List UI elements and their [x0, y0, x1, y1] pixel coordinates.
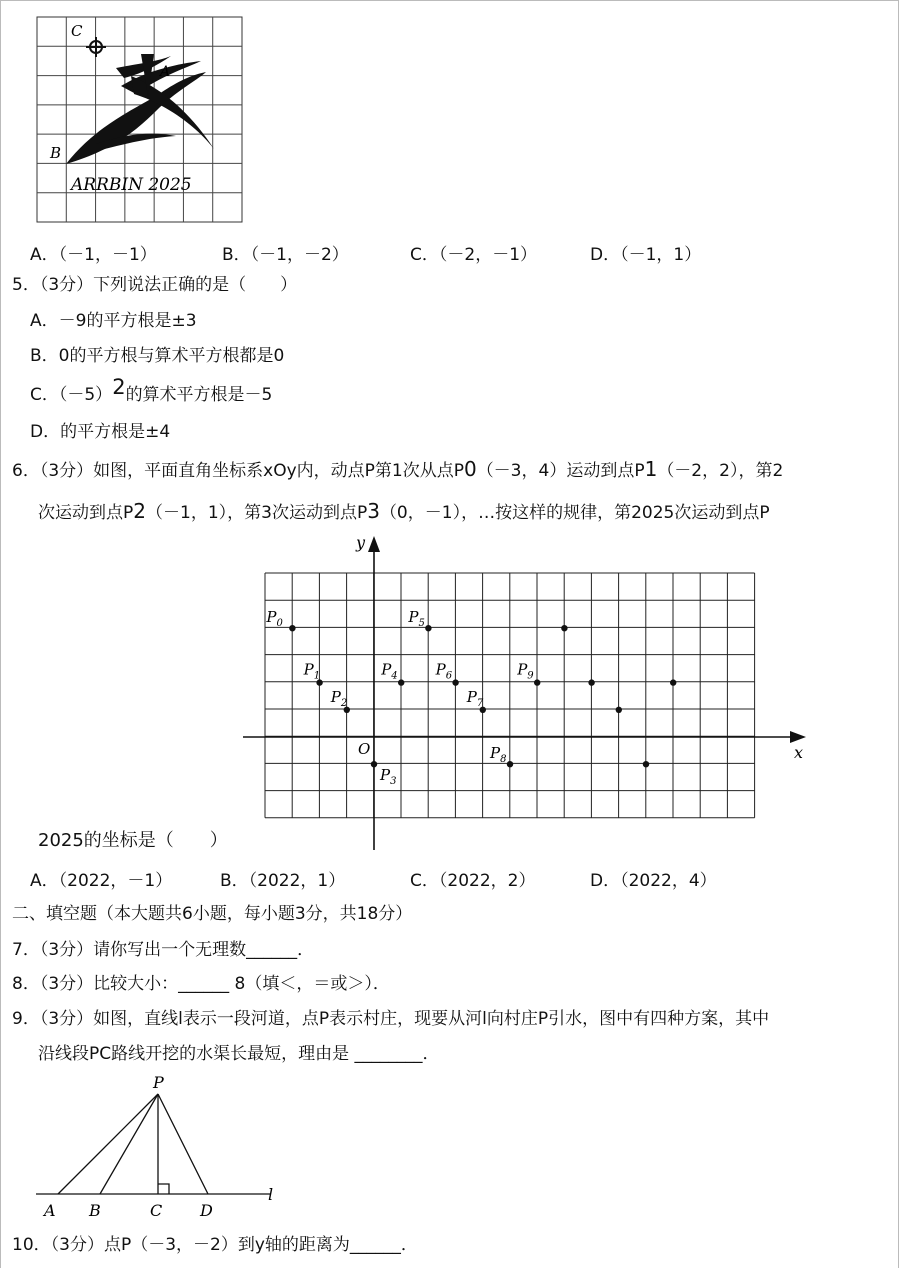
point-marker — [371, 761, 377, 767]
option-text: （2022，1） — [248, 871, 346, 891]
option-text: （－1，1） — [620, 245, 702, 265]
coordinate-graph — [238, 530, 818, 855]
point-marker — [452, 679, 458, 685]
q6-text: （－3，4）运动到点P — [476, 461, 645, 481]
point-marker — [289, 625, 295, 631]
option-text: （－1，－1） — [58, 245, 157, 265]
point-marker — [643, 761, 649, 767]
point-label: $P_9$ — [517, 660, 534, 682]
q8: 8．（3分）比较大小：______ 8（填＜，＝或＞）． — [12, 974, 390, 994]
q9-line1: 9．（3分）如图，直线l表示一段河道，点P表示村庄，现要从河l向村庄P引水，图中有四种方案，其中 — [12, 1009, 770, 1029]
option-text: （－2，－1） — [438, 245, 538, 265]
q6-option-a[interactable] — [30, 866, 172, 891]
label-c: C — [150, 1201, 163, 1220]
point-label: $P_7$ — [466, 687, 484, 709]
point-label: $P_8$ — [490, 744, 507, 766]
option-letter: D． — [590, 245, 621, 265]
q6-text: 次运动到点P — [38, 503, 134, 523]
q5-c-sup: 2 — [112, 375, 126, 399]
segment-pd — [158, 1094, 208, 1194]
q10: 10．（3分）点P（－3，－2）到y轴的距离为______． — [12, 1235, 418, 1255]
point-marker — [534, 679, 540, 685]
option-letter: A． — [30, 871, 59, 891]
point-label: $P_3$ — [380, 766, 397, 788]
option-text: （2022，4） — [620, 871, 717, 891]
q6-sub: 0 — [463, 457, 477, 481]
q6-line3: 2025的坐标是（ ） — [38, 830, 228, 851]
q6-sub: 3 — [367, 499, 380, 523]
q6-text: 6．（3分）如图，平面直角坐标系xOy内，动点P第1次从点P — [12, 461, 464, 481]
y-axis-label: y — [356, 533, 366, 552]
river-figure — [34, 1072, 284, 1222]
q4-option-a[interactable] — [30, 240, 157, 265]
option-text: （2022，2） — [438, 871, 536, 891]
point-label: $P_0$ — [266, 608, 283, 630]
label-b: B — [50, 144, 62, 162]
q6-text: （0，－1），…按这样的规律，第2025次运动到点P — [379, 503, 770, 523]
q9-line2: 沿线段PC路线开挖的水渠长最短，理由是 ________． — [38, 1044, 440, 1064]
option-letter: D． — [590, 871, 621, 891]
q5-option-b[interactable]: B．0的平方根与算术平方根都是0 — [30, 346, 285, 366]
q6-text: （－2，2），第2 — [657, 461, 784, 481]
option-letter: C． — [410, 245, 439, 265]
point-marker — [561, 625, 567, 631]
point-label: $P_5$ — [408, 608, 425, 630]
q6-sub: 2 — [133, 499, 146, 523]
q6-option-c[interactable] — [410, 866, 535, 891]
point-marker — [425, 625, 431, 631]
q6-text: （－1，1），第3次运动到点P — [146, 503, 368, 523]
origin-label: O — [358, 740, 371, 758]
q5-c-pre: C．（－5） — [30, 385, 113, 405]
point-marker — [588, 679, 594, 685]
option-letter: B． — [222, 245, 251, 265]
label-l: l — [268, 1185, 274, 1204]
y-axis-arrow — [368, 536, 380, 552]
q5-stem: 5．（3分）下列说法正确的是（ ） — [12, 275, 298, 295]
label-a: A — [160, 64, 171, 80]
label-p: P — [153, 1073, 164, 1092]
label-c: C — [71, 22, 83, 40]
point-label: $P_6$ — [435, 660, 453, 682]
q6-sub: 1 — [644, 457, 658, 481]
point-label: $P_1$ — [303, 660, 321, 682]
q4-option-c[interactable] — [410, 240, 537, 265]
point-marker — [616, 707, 622, 713]
q4-option-d[interactable] — [590, 240, 701, 265]
point-marker — [507, 761, 513, 767]
logo-grid-figure — [36, 16, 246, 226]
point-marker — [398, 679, 404, 685]
option-text: （－1，－2） — [250, 245, 349, 265]
q6-line2 — [38, 500, 770, 524]
right-angle-mark — [158, 1184, 169, 1194]
q6-option-d[interactable] — [590, 866, 717, 891]
q7: 7．（3分）请你写出一个无理数______． — [12, 940, 315, 960]
section-2-heading: 二、填空题（本大题共6小题，每小题3分，共18分） — [12, 904, 413, 924]
q5-option-a[interactable]: A．－9的平方根是±3 — [30, 311, 197, 331]
option-text: （2022，－1） — [58, 871, 173, 891]
label-a: A — [44, 1201, 56, 1220]
x-axis-label: x — [794, 743, 804, 762]
option-letter: A． — [30, 245, 59, 265]
q6-line1 — [12, 458, 783, 482]
option-letter: C． — [410, 871, 439, 891]
q6-option-b[interactable] — [220, 866, 345, 891]
q5-c-post: 的算术平方根是－5 — [125, 385, 273, 405]
label-d: D — [200, 1201, 213, 1220]
q5-option-d[interactable]: D．的平方根是±4 — [30, 422, 171, 442]
option-letter: B． — [220, 871, 249, 891]
point-label: $P_4$ — [381, 660, 398, 682]
q5-option-c[interactable] — [30, 375, 273, 406]
label-b: B — [89, 1201, 101, 1220]
point-marker — [670, 679, 676, 685]
x-axis-arrow — [790, 731, 806, 743]
q4-option-b[interactable] — [222, 240, 349, 265]
logo-text: ARRBIN 2025 — [71, 175, 192, 195]
point-label: $P_2$ — [330, 687, 348, 709]
